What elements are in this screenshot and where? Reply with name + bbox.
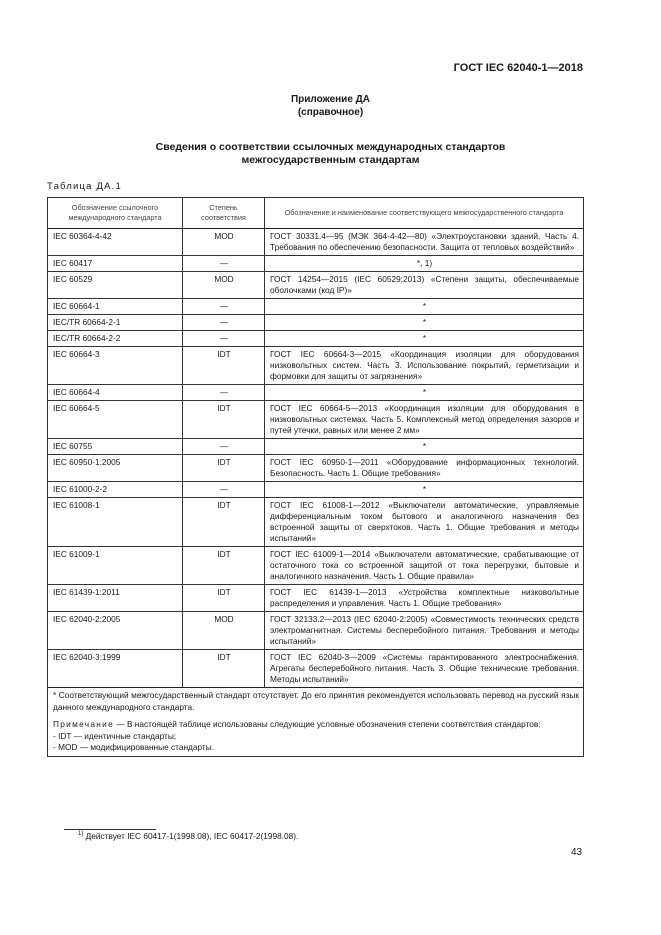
degree-cell: MOD (183, 272, 265, 299)
std-cell: IEC 60529 (48, 272, 183, 299)
gost-cell: ГОСТ IEC 60664-5—2013 «Координация изоляции для оборудования в низковольтных системах. Часть 5. Комплексный метод определения зазоров и путей утечки, равных или менее 2 мм» (265, 401, 584, 439)
degree-cell: — (183, 385, 265, 401)
std-cell: IEC 62040-3:1999 (48, 650, 183, 688)
table-row (48, 482, 584, 498)
note-item: - IDT — идентичные стандарты; (53, 730, 177, 741)
table-row (48, 347, 584, 385)
table-row (48, 498, 584, 547)
std-cell: IEC 60364-4-42 (48, 229, 183, 256)
degree-cell: IDT (183, 347, 265, 385)
table-notes (48, 688, 584, 757)
column-header: Степень соответствия (183, 198, 265, 229)
footnote-marker: 1) (78, 831, 84, 838)
appendix-name: Приложение ДА (290, 94, 371, 105)
footnote (78, 831, 298, 841)
note-item: - MOD — модифицированные стандарты. (53, 742, 215, 752)
gost-cell: ГОСТ IEC 61009-1—2014 «Выключатели автоматические, срабатывающие от остаточного тока со встроенной защитой от тока перегрузки, бытовые и аналогичного назначения. Часть 1. Общие правила» (265, 547, 584, 585)
gost-cell: * (265, 439, 584, 455)
degree-cell: — (183, 256, 265, 272)
section-title-line: межгосударственным стандартам (241, 154, 420, 166)
degree-cell: IDT (183, 585, 265, 612)
table-row (48, 439, 584, 455)
table-row (48, 331, 584, 347)
gost-cell: ГОСТ 30331.4—95 (МЭК 364-4-42—80) «Электроустановки зданий. Часть 4. Требования по обеспечению безопасности. Защита от тепловых воздействий» (265, 229, 584, 256)
gost-cell: ГОСТ IEC 61008-1—2012 «Выключатели автоматические, управляемые дифференциальным током бытового и аналогичного назначения без встроенной защиты от сверхтоков. Часть 1. Общие требования и методы испытаний» (265, 498, 584, 547)
appendix-type: (справочное) (297, 107, 364, 118)
std-cell: IEC 60664-3 (48, 347, 183, 385)
std-cell: IEC 62040-2:2005 (48, 612, 183, 650)
std-cell: IEC 61009-1 (48, 547, 183, 585)
table-row (48, 229, 584, 256)
table-row (48, 401, 584, 439)
appendix-heading (0, 93, 661, 119)
table-row (48, 455, 584, 482)
degree-cell: MOD (183, 612, 265, 650)
degree-cell: IDT (183, 547, 265, 585)
degree-cell: IDT (183, 498, 265, 547)
std-cell: IEC/TR 60664-2-1 (48, 315, 183, 331)
degree-cell: IDT (183, 650, 265, 688)
table-row (48, 315, 584, 331)
gost-cell: ГОСТ IEC 61439-1—2013 «Устройства комплектные низковольтные распределения и управления. Часть 1. Общие требования» (265, 585, 584, 612)
gost-cell: * (265, 482, 584, 498)
degree-cell: IDT (183, 401, 265, 439)
gost-cell: ГОСТ 32133.2—2013 (IEC 62040-2:2005) «Совместимость технических средств электромагнитная. Системы бесперебойного питания. Требования и методы испытаний» (265, 612, 584, 650)
table-row (48, 299, 584, 315)
std-cell: IEC 61008-1 (48, 498, 183, 547)
table-caption: Таблица ДА.1 (47, 181, 122, 192)
column-header: Обозначение и наименование соответствующего межгосударственного стандарта (265, 198, 584, 229)
gost-cell: *, 1) (265, 256, 584, 272)
gost-cell: ГОСТ IEC 62040-3—2009 «Системы гарантированного электроснабжения. Агрегаты бесперебойного питания. Часть 3. Общие технические требования. Методы испытаний» (265, 650, 584, 688)
std-cell: IEC 61439-1:2011 (48, 585, 183, 612)
footnote-divider (64, 829, 156, 830)
table-row (48, 650, 584, 688)
std-cell: IEC 60664-4 (48, 385, 183, 401)
note-text: — В настоящей таблице использованы следующие условные обозначения степени соответствия стандартов: (116, 719, 541, 729)
note-paragraph (53, 719, 579, 754)
table-row (48, 547, 584, 585)
table-row (48, 256, 584, 272)
table-row (48, 612, 584, 650)
gost-cell: * (265, 299, 584, 315)
degree-cell: — (183, 331, 265, 347)
footnote-text: Действует IEC 60417-1(1998.08), IEC 60417-2(1998.08). (85, 831, 299, 841)
std-cell: IEC 60417 (48, 256, 183, 272)
degree-cell: — (183, 299, 265, 315)
gost-cell: * (265, 331, 584, 347)
std-cell: IEC 61000-2-2 (48, 482, 183, 498)
note-label: Примечание (53, 719, 115, 729)
column-header: Обозначение ссылочного международного стандарта (48, 198, 183, 229)
degree-cell: — (183, 482, 265, 498)
table-row (48, 385, 584, 401)
gost-cell: ГОСТ IEC 60664-3—2015 «Координация изоляции для оборудования низковольтных систем. Часть 3. Использование покрытий, герметизации и формовки для защиты от загрязнения» (265, 347, 584, 385)
degree-cell: — (183, 315, 265, 331)
degree-cell: MOD (183, 229, 265, 256)
gost-cell: ГОСТ IEC 60950-1—2011 «Оборудование информационных технологий. Безопасность. Часть 1. Общие требования» (265, 455, 584, 482)
table-notes-row (48, 688, 584, 757)
correspondence-table (47, 197, 584, 757)
std-cell: IEC 60755 (48, 439, 183, 455)
table-row (48, 585, 584, 612)
gost-cell: * (265, 385, 584, 401)
table-row (48, 272, 584, 299)
std-cell: IEC 60664-5 (48, 401, 183, 439)
degree-cell: IDT (183, 455, 265, 482)
table-header-row (48, 198, 584, 229)
gost-cell: * (265, 315, 584, 331)
std-cell: IEC 60950-1:2005 (48, 455, 183, 482)
gost-cell: ГОСТ 14254—2015 (IEC 60529:2013) «Степени защиты, обеспечиваемые оболочками (код IP)» (265, 272, 584, 299)
section-title-line: Сведения о соответствии ссылочных международных стандартов (155, 141, 506, 153)
star-note: * Соответствующий межгосударственный стандарт отсутствует. До его принятия рекомендуется использовать перевод на русский язык данного международного стандарта. (53, 690, 579, 712)
section-title (0, 141, 661, 167)
page-number: 43 (571, 847, 583, 858)
document-header: ГОСТ IEC 62040-1—2018 (453, 62, 583, 74)
std-cell: IEC/TR 60664-2-2 (48, 331, 183, 347)
degree-cell: — (183, 439, 265, 455)
std-cell: IEC 60664-1 (48, 299, 183, 315)
